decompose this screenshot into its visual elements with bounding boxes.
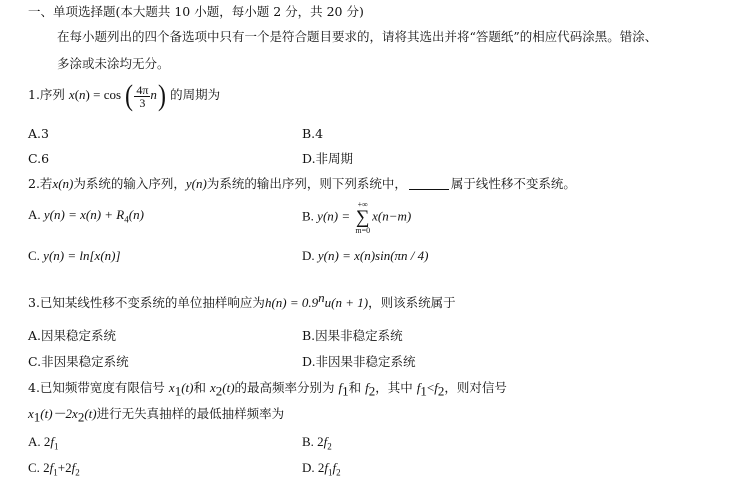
q4-line2-suffix: 进行无失真抽样的最低抽样频率为 xyxy=(96,406,285,421)
q4-line2-x2-sub: 2 xyxy=(77,409,85,425)
question-1-stem xyxy=(28,79,221,113)
q1-var-n: n xyxy=(150,87,157,102)
q4-x2-sub: 2 xyxy=(215,383,223,399)
q2-sum-top: +∞ xyxy=(357,200,368,209)
q4-opt-c-f1: f xyxy=(49,460,54,475)
q2-option-d xyxy=(302,248,428,264)
q2-xn: x(n) xyxy=(52,176,74,191)
q4-line2-x1: x xyxy=(28,406,34,421)
q2-option-b xyxy=(302,200,411,235)
q4-option-c xyxy=(28,460,80,481)
q4-opt-d-sub2: 2 xyxy=(336,467,341,478)
q4-f1-sub: 1 xyxy=(342,383,349,399)
q1-fraction xyxy=(134,84,150,109)
q4-opt-b-f: f xyxy=(323,434,328,449)
q2-opt-a-sub: 4 xyxy=(124,214,129,225)
question-3-stem xyxy=(28,290,456,311)
q4-x2: x xyxy=(209,380,216,395)
q1-prefix: 1.序列 xyxy=(28,87,65,102)
q1-paren-open: ( xyxy=(74,87,80,102)
q4-opt-d-text: D. 2 xyxy=(302,460,325,475)
q4-option-a xyxy=(28,434,59,455)
q1-option-b: B.4 xyxy=(302,126,324,141)
q4-opt-c-sub1: 1 xyxy=(53,467,58,478)
q4-cond-f2-sub: 2 xyxy=(437,383,445,399)
q4-x1-sub: 1 xyxy=(174,383,182,399)
q2-opt-c-label: C. xyxy=(28,248,40,263)
q2-mid2: 为系统的输出序列，则下列系统中， xyxy=(206,176,407,191)
instructions-line-2: 多涂或未涂均无分。 xyxy=(57,56,170,71)
q2-sum-symbol xyxy=(355,200,370,235)
q4-cond-f2: f xyxy=(434,380,438,395)
q2-opt-b-tail: x(n−m) xyxy=(372,208,412,224)
q4-lt: < xyxy=(426,380,435,395)
q4-line2-x1-sub: 1 xyxy=(33,409,41,425)
q4-opt-a-f: f xyxy=(50,434,55,449)
q4-mid: 的最高频率分别为 xyxy=(234,380,335,395)
q4-mid2: ，其中 xyxy=(375,380,413,395)
question-2-stem xyxy=(28,176,576,192)
q3-expr-sup: n xyxy=(318,290,325,305)
q4-opt-b-sub: 2 xyxy=(327,441,332,452)
q2-opt-d-label: D. xyxy=(302,248,315,263)
q3-option-b: B.因果非稳定系统 xyxy=(302,328,403,343)
q4-x2-t: (t) xyxy=(222,380,235,395)
q4-opt-a-text: A. 2 xyxy=(28,434,51,449)
q2-opt-c-expr: y(n) = ln[x(n)] xyxy=(43,248,121,263)
q2-opt-a-expr: y(n) = x(n) + R xyxy=(43,207,125,222)
q4-opt-d-sub1: 1 xyxy=(328,467,333,478)
q2-option-a xyxy=(28,207,144,228)
q1-suffix: 的周期为 xyxy=(170,87,221,102)
question-4-stem-line-2 xyxy=(28,406,284,426)
q2-sum-bottom: m=0 xyxy=(355,226,371,235)
q2-mid1: 为系统的输入序列， xyxy=(73,176,186,191)
q2-suffix: 属于线性移不变系统。 xyxy=(450,176,576,191)
q4-cond-f1: f xyxy=(416,380,421,395)
q4-x1: x xyxy=(168,380,175,395)
q4-and: 和 xyxy=(193,380,206,395)
q1-option-c: C.6 xyxy=(28,151,50,166)
q4-suffix: ，则对信号 xyxy=(444,380,507,395)
q3-suffix: ，则该系统属于 xyxy=(368,295,456,311)
q4-opt-c-sub2: 2 xyxy=(75,467,80,478)
q1-option-a: A.3 xyxy=(28,126,49,141)
q1-eq-cos: = cos xyxy=(89,87,122,102)
q4-cond-f1-sub: 1 xyxy=(420,383,427,399)
q4-f1: f xyxy=(338,380,343,395)
q2-answer-blank xyxy=(409,177,449,190)
q1-big-paren-right: ) xyxy=(157,79,166,113)
q3-expr-head: h(n) = 0.9 xyxy=(264,295,319,311)
q2-option-c xyxy=(28,248,121,264)
q3-option-c: C.非因果稳定系统 xyxy=(28,354,129,369)
q2-yn: y(n) xyxy=(185,176,207,191)
q1-option-d: D.非周期 xyxy=(302,151,354,166)
section-title: 一、单项选择题(本大题共 10 小题，每小题 2 分，共 20 分) xyxy=(28,4,364,19)
q4-and2: 和 xyxy=(348,380,362,395)
q4-prefix: 4.已知频带宽度有限信号 xyxy=(28,380,165,395)
q3-option-a: A.因果稳定系统 xyxy=(28,328,117,343)
q4-x1-t: (t) xyxy=(181,380,194,395)
q2-prefix: 2.若 xyxy=(28,176,53,191)
q1-x: x xyxy=(68,87,75,102)
q1-paren-close: ) xyxy=(85,87,90,102)
q4-option-d xyxy=(302,460,341,481)
q1-frac-den: 3 xyxy=(139,95,146,110)
q4-opt-d-f1: f xyxy=(324,460,329,475)
q3-expr-tail: u(n + 1) xyxy=(324,295,369,311)
q4-option-b xyxy=(302,434,332,455)
q3-option-d: D.非因果非稳定系统 xyxy=(302,354,416,369)
q4-opt-c-plus: +2 xyxy=(57,460,72,475)
q4-opt-d-f2: f xyxy=(332,460,337,475)
q4-opt-a-sub: 1 xyxy=(54,441,59,452)
q2-opt-a-tail: (n) xyxy=(128,207,144,222)
q4-opt-c-text: C. 2 xyxy=(28,460,50,475)
q4-opt-b-text: B. 2 xyxy=(302,434,324,449)
q2-opt-b-expr: y(n) = xyxy=(317,208,351,224)
q1-frac-num: 4π xyxy=(136,82,149,97)
q2-opt-a-label: A. xyxy=(28,207,41,222)
q4-f2-sub: 2 xyxy=(368,383,376,399)
question-4-stem xyxy=(28,380,507,400)
q2-opt-d-expr: y(n) = x(n)sin(πn / 4) xyxy=(317,248,429,263)
q1-big-paren-left: ( xyxy=(125,79,134,113)
q3-prefix: 3.已知某线性移不变系统的单位抽样响应为 xyxy=(28,295,265,311)
instructions-line-1: 在每小题列出的四个备选项中只有一个是符合题目要求的，请将其选出并将“答题纸”的相应代码涂黑。错涂、 xyxy=(57,29,658,44)
q2-opt-b-label: B. xyxy=(302,208,314,224)
q4-line2-t2: (t) xyxy=(84,406,97,421)
q4-f2: f xyxy=(365,380,369,395)
q4-opt-c-f2: f xyxy=(71,460,76,475)
q1-n: n xyxy=(79,87,86,102)
q4-line2-t1: (t)－2x xyxy=(40,406,78,421)
q2-sum-sigma: ∑ xyxy=(355,207,370,228)
